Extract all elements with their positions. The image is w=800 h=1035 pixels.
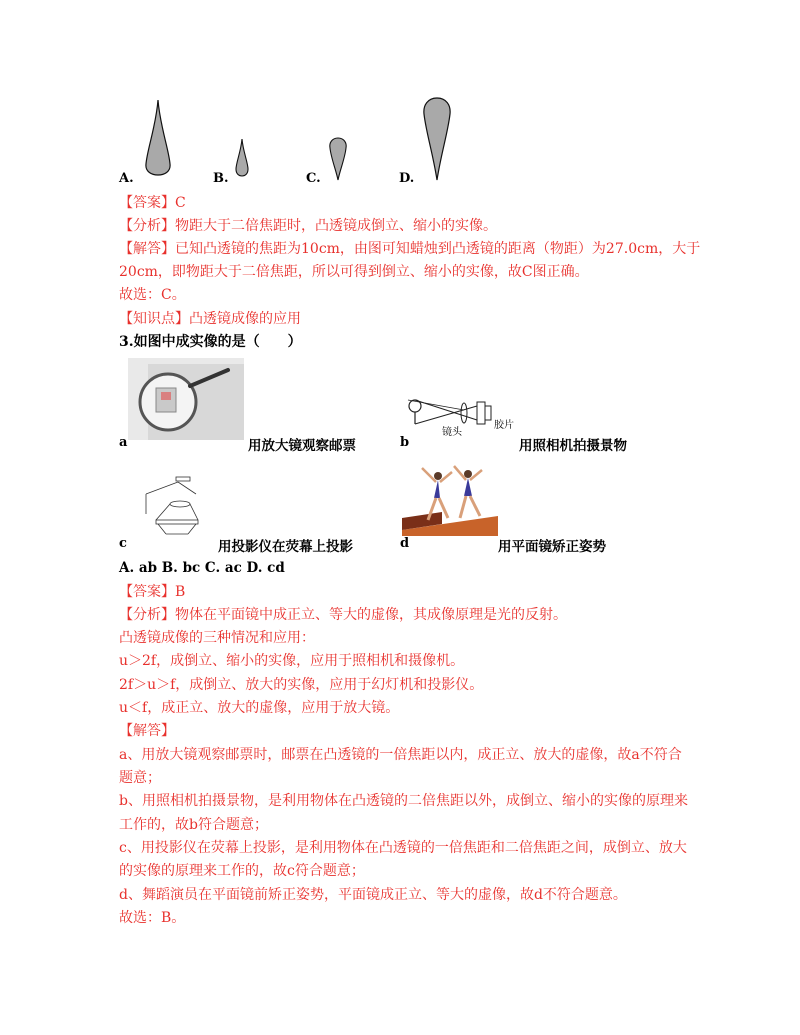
q3-solution-b-2: 工作的，故b符合题意； bbox=[119, 817, 268, 833]
q3-solution-b-1: b、用照相机拍摄景物，是利用物体在凸透镜的二倍焦距以外，成倒立、缩小的实像的原理来 bbox=[119, 793, 688, 809]
q3-choice: 故选：B。 bbox=[119, 910, 186, 926]
figure-a-letter: a bbox=[119, 435, 128, 450]
q2-solution-line-2: 20cm，即物距大于二倍焦距，所以可得到倒立、缩小的实像，故C图正确。 bbox=[119, 264, 589, 280]
flame-shape-c-icon bbox=[326, 136, 350, 182]
figure-b-caption: 用照相机拍摄景物 bbox=[519, 438, 627, 454]
figure-d-letter: d bbox=[400, 536, 410, 551]
option-a-label: A. bbox=[119, 171, 134, 186]
lens-label: 镜头 bbox=[442, 427, 462, 438]
option-d-label: D. bbox=[399, 171, 415, 186]
option-b-label: B. bbox=[213, 171, 229, 186]
q3-solution-c-2: 的实像的原理来工作的，故c符合题意； bbox=[119, 863, 365, 879]
q3-analysis: 【分析】物体在平面镜中成正立、等大的虚像，其成像原理是光的反射。 bbox=[119, 607, 567, 623]
q3-solution-header: 【解答】 bbox=[119, 723, 175, 739]
q3-solution-a-2: 题意； bbox=[119, 770, 161, 786]
film-label: 胶片 bbox=[494, 420, 514, 431]
q3-answer: 【答案】B bbox=[119, 584, 186, 600]
figure-a-image bbox=[128, 358, 244, 440]
q3-convex-intro: 凸透镜成像的三种情况和应用： bbox=[119, 630, 315, 646]
q3-options: A. ab B. bc C. ac D. cd bbox=[119, 560, 285, 576]
figure-d-image bbox=[402, 458, 498, 536]
q2-solution-line-1: 【解答】已知凸透镜的焦距为10cm，由图可知蜡烛到凸透镜的距离（物距）为27.0cm，大于 bbox=[119, 241, 701, 257]
q3-case-2: 2f＞u＞f，成倒立、放大的实像，应用于幻灯机和投影仪。 bbox=[119, 677, 484, 693]
camera-diagram-icon bbox=[402, 392, 522, 438]
q2-knowledge-point: 【知识点】凸透镜成像的应用 bbox=[119, 311, 301, 327]
q2-answer: 【答案】C bbox=[119, 195, 186, 211]
flame-shape-d-icon bbox=[420, 96, 454, 182]
dancer-mirror-photo-icon bbox=[402, 458, 498, 536]
q3-solution-d: d、舞蹈演员在平面镜前矫正姿势，平面镜成正立、等大的虚像，故d不符合题意。 bbox=[119, 887, 627, 903]
option-c-label: C. bbox=[306, 171, 321, 186]
figure-c-letter: c bbox=[119, 536, 127, 551]
figure-b-letter: b bbox=[400, 435, 410, 450]
option-b-figure bbox=[232, 137, 252, 181]
projector-diagram-icon bbox=[136, 474, 216, 536]
q3-solution-a-1: a、用放大镜观察邮票时，邮票在凸透镜的一倍焦距以内，成正立、放大的虚像，故a不符合 bbox=[119, 747, 682, 763]
figure-a-caption: 用放大镜观察邮票 bbox=[248, 438, 356, 454]
option-a-figure bbox=[138, 98, 178, 180]
option-c-figure bbox=[326, 136, 350, 186]
option-d-figure bbox=[420, 96, 454, 186]
figure-c-diagram bbox=[136, 474, 216, 536]
flame-shape-a-icon bbox=[138, 98, 178, 176]
q2-choice: 故选：C。 bbox=[119, 287, 186, 303]
q2-analysis: 【分析】物距大于二倍焦距时，凸透镜成倒立、缩小的实像。 bbox=[119, 218, 497, 234]
q3-case-1: u＞2f，成倒立、缩小的实像，应用于照相机和摄像机。 bbox=[119, 653, 465, 669]
figure-b-diagram bbox=[402, 392, 522, 438]
magnifier-stamp-photo-icon bbox=[128, 358, 244, 440]
flame-shape-b-icon bbox=[232, 137, 252, 177]
q3-solution-c-1: c、用投影仪在荧幕上投影，是利用物体在凸透镜的一倍焦距和二倍焦距之间，成倒立、放大 bbox=[119, 840, 687, 856]
q3-title: 3.如图中成实像的是（ ） bbox=[119, 334, 302, 350]
figure-c-caption: 用投影仪在荧幕上投影 bbox=[218, 539, 353, 555]
q3-case-3: u＜f，成正立、放大的虚像，应用于放大镜。 bbox=[119, 700, 400, 716]
figure-d-caption: 用平面镜矫正姿势 bbox=[498, 539, 606, 555]
